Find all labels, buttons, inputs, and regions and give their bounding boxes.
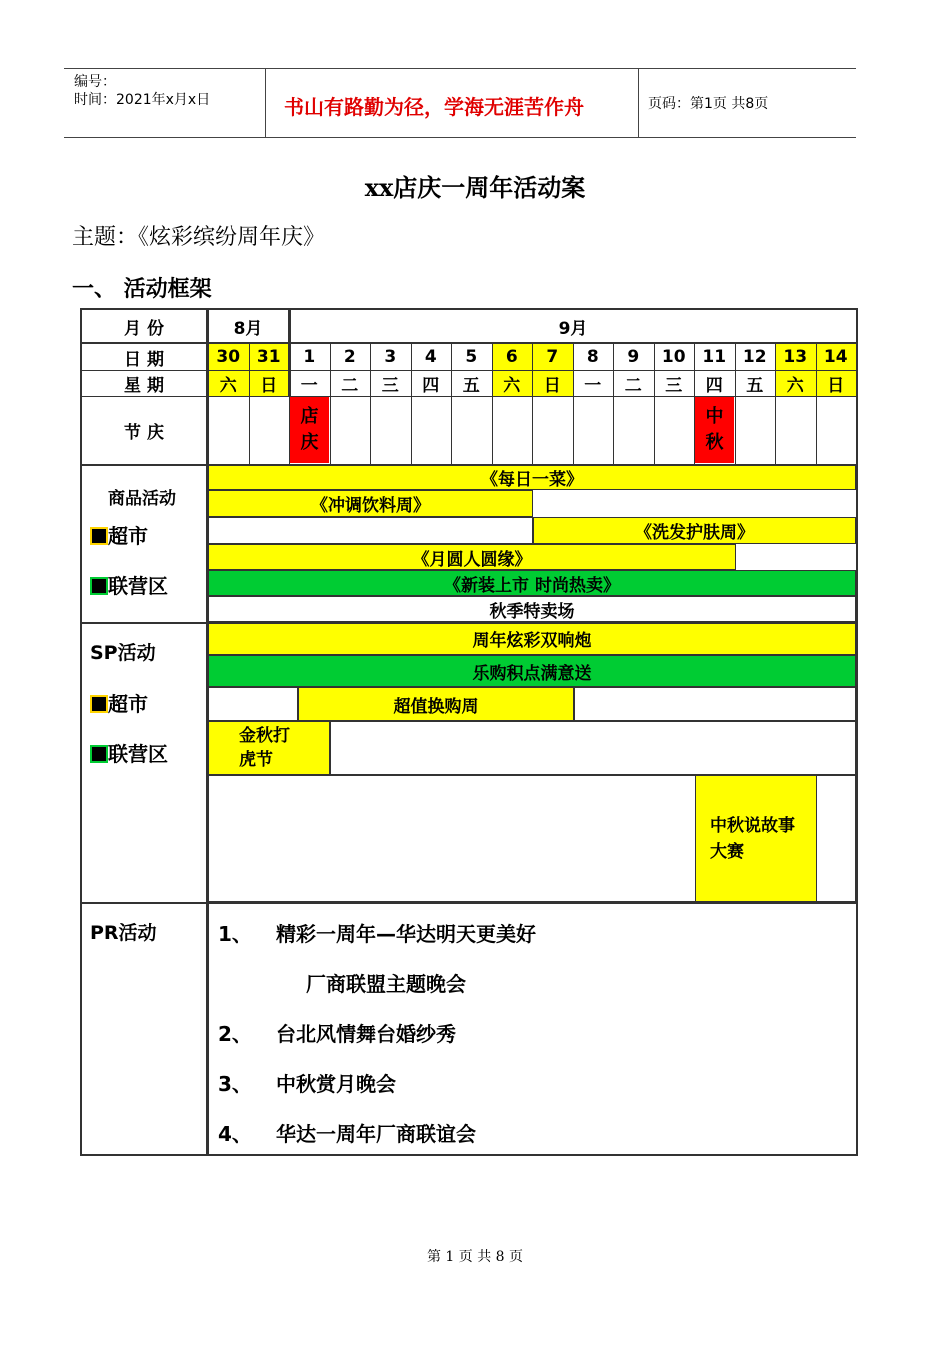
goods-legend-joint: 联营区 (90, 570, 168, 599)
table-rule (775, 342, 776, 464)
table-rule (370, 342, 371, 464)
yellow-square-icon (90, 695, 108, 713)
pr-item-text: 厂商联盟主题晚会 (306, 972, 466, 996)
table-rule (451, 342, 452, 464)
pr-item-number: 3、 (218, 1072, 252, 1096)
table-rule (80, 902, 858, 904)
month-aug: 8月 (233, 318, 263, 339)
pr-item-text: 台北风情舞台婚纱秀 (276, 1022, 456, 1046)
weekday-cell: 一 (584, 375, 602, 396)
pr-item-text: 精彩一周年—华达明天更美好 (276, 922, 536, 946)
pr-item-text: 华达一周年厂商联谊会 (276, 1122, 476, 1146)
table-rule (289, 342, 290, 464)
weekday-cell: 二 (624, 375, 642, 396)
date-cell: 12 (742, 347, 767, 367)
page-info: 页码：第1页 共8页 (648, 96, 769, 112)
weekday-cell: 六 (492, 370, 533, 396)
date-cell: 9 (627, 347, 640, 367)
sp-empty-left (208, 687, 298, 721)
pr-item-text: 中秋赏月晚会 (276, 1072, 396, 1096)
pr-item-number: 1、 (218, 922, 252, 946)
date-cell: 8 (586, 347, 599, 367)
weekday-cell: 四 (422, 375, 440, 396)
pr-activity-label: PR活动 (90, 922, 157, 944)
weekday-cell: 日 (249, 370, 290, 396)
month-label: 月 份 (124, 318, 164, 339)
month-sep: 9月 (558, 318, 588, 339)
table-rule (411, 342, 412, 464)
festival-mid-autumn: 中秋 (695, 397, 734, 463)
date-cell: 11 (702, 347, 727, 367)
goods-bar-autumn-sale: 秋季特卖场 (208, 596, 856, 622)
table-rule (80, 396, 858, 397)
yellow-square-icon (90, 527, 108, 545)
sp-legend-joint: 联营区 (90, 738, 168, 767)
table-rule (654, 342, 655, 464)
section-heading: 一、 活动框架 (72, 277, 212, 302)
sp-activity-label: SP活动 (90, 642, 156, 664)
weekday-cell: 六 (775, 370, 816, 396)
weekday-cell: 日 (532, 370, 573, 396)
table-rule (816, 342, 817, 464)
weekday-cell: 一 (300, 375, 318, 396)
date-cell: 5 (465, 347, 478, 367)
goods-bar-daily-dish: 《每日一菜》 (208, 464, 856, 490)
goods-bar-moon-reunion: 《月圆人圆缘》 (208, 544, 736, 570)
table-rule (249, 342, 250, 464)
table-rule (206, 308, 209, 1156)
goods-bar-new-fashion: 《新装上市 时尚热卖》 (208, 570, 856, 596)
green-square-icon (90, 745, 108, 763)
date-cell: 30 (208, 344, 249, 370)
date-cell: 1 (303, 347, 316, 367)
weekday-cell: 三 (381, 375, 399, 396)
motto: 书山有路勤为径，学海无涯苦作舟 (284, 95, 584, 119)
table-rule (613, 342, 614, 464)
pr-item-number: 2、 (218, 1022, 252, 1046)
document-title: xx店庆一周年活动案 (364, 173, 586, 202)
pr-item-number: 4、 (218, 1122, 252, 1146)
table-rule (492, 342, 493, 464)
week-label: 星 期 (124, 375, 164, 396)
goods-bar-beverage-week: 《冲调饮料周》 (208, 490, 533, 517)
weekday-cell: 日 (816, 370, 857, 396)
sp-bar-points-gift: 乐购积点满意送 (208, 655, 856, 687)
weekday-cell: 五 (462, 375, 480, 396)
date-label: 日 期 (124, 349, 164, 370)
table-rule (80, 370, 858, 371)
goods-bar-hair-skin-week: 《洗发护肤周》 (533, 517, 856, 544)
table-rule (80, 622, 858, 624)
table-rule (80, 464, 858, 466)
sp-bar-exchange-week: 超值换购周 (298, 687, 574, 721)
table-rule (735, 342, 736, 464)
date-cell: 10 (661, 347, 686, 367)
number-label: 编号： (74, 74, 116, 90)
weekday-cell: 三 (665, 375, 683, 396)
table-rule (573, 342, 574, 464)
date-cell: 4 (424, 347, 437, 367)
table-rule (80, 342, 858, 344)
goods-legend-supermarket: 超市 (90, 520, 148, 549)
sp-bar-storytelling-contest: 中秋说故事大赛 (695, 775, 817, 902)
date-cell: 13 (775, 344, 816, 370)
date-cell: 7 (532, 344, 573, 370)
sp-bar-anniversary-double: 周年炫彩双响炮 (208, 622, 856, 655)
time-label: 时间：2021年x月x日 (74, 92, 211, 108)
goods-empty (208, 517, 533, 544)
sp-bar-golden-autumn: 金秋打虎节 (208, 721, 330, 775)
sp-legend-supermarket: 超市 (90, 688, 148, 717)
date-cell: 6 (492, 344, 533, 370)
date-cell: 2 (343, 347, 356, 367)
table-rule (532, 342, 533, 464)
weekday-cell: 二 (341, 375, 359, 396)
festival-label: 节 庆 (124, 422, 164, 443)
theme-line: 主题：《炫彩缤纷周年庆》 (72, 225, 326, 250)
page-footer: 第 1 页 共 8 页 (426, 1249, 524, 1265)
date-cell: 14 (816, 344, 857, 370)
goods-activity-label: 商品活动 (108, 489, 176, 509)
sp-empty-right (574, 687, 856, 721)
festival-store-anniversary: 店庆 (290, 397, 329, 463)
green-square-icon (90, 577, 108, 595)
table-rule (694, 342, 695, 464)
weekday-cell: 五 (746, 375, 764, 396)
sp-empty-row (330, 721, 856, 775)
table-rule (330, 342, 331, 464)
weekday-cell: 六 (208, 370, 249, 396)
weekday-cell: 四 (705, 375, 723, 396)
date-cell: 31 (249, 344, 290, 370)
date-cell: 3 (384, 347, 397, 367)
